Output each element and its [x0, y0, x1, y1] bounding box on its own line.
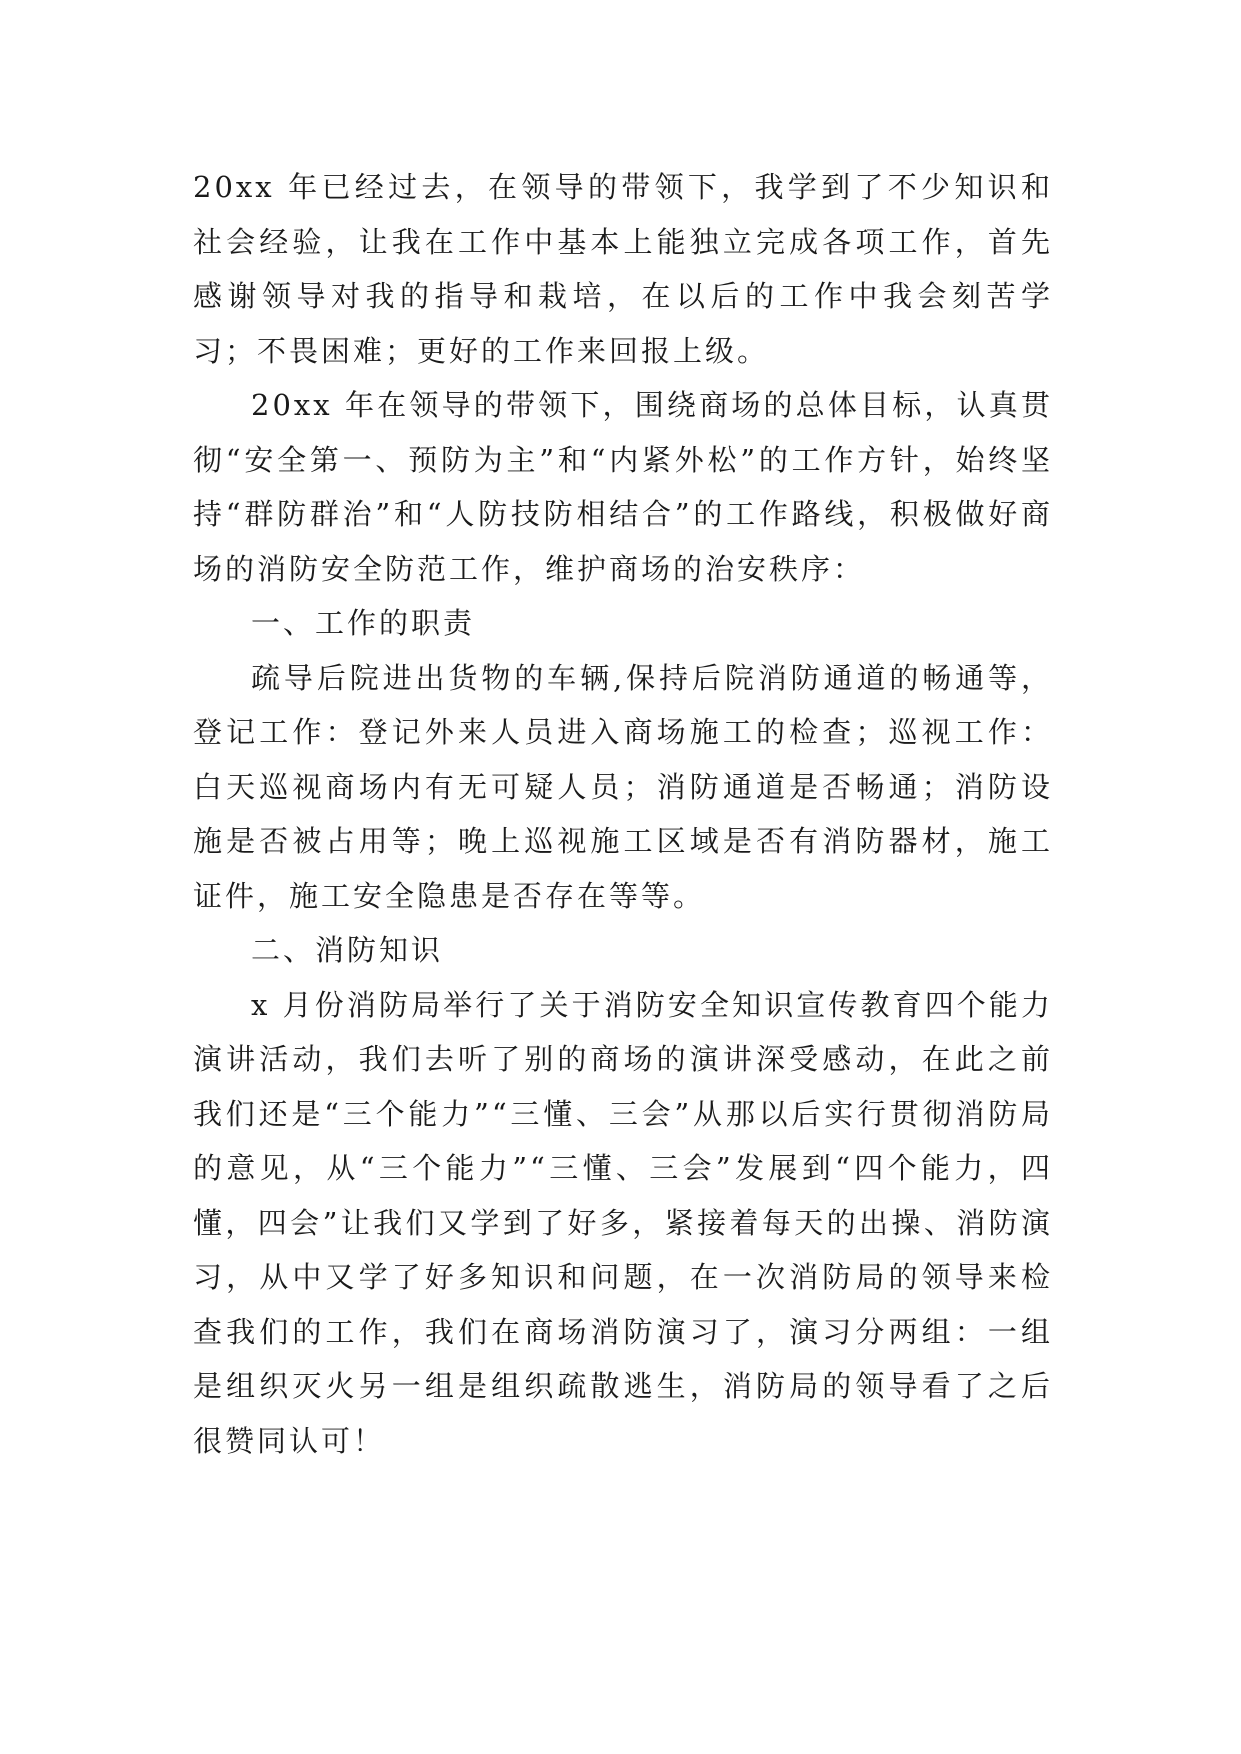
paragraph-intro: 20xx 年已经过去，在领导的带领下，我学到了不少知识和社会经验，让我在工作中基本上能独立完成各项工作，首先感谢领导对我的指导和栽培，在以后的工作中我会刻苦学习；不畏困难；更好的工作来回报上级。 — [193, 170, 1053, 368]
section-heading-duties: 一、工作的职责 — [251, 606, 476, 640]
paragraph-fire-knowledge: x 月份消防局举行了关于消防安全知识宣传教育四个能力演讲活动，我们去听了别的商场的演讲深受感动，在此之前我们还是“三个能力”“三懂、三会”从那以后实行贯彻消防局的意见，从“三个能力”“三懂、三会”发展到“四个能力，四懂，四会”让我们又学到了好多，紧接着每天的出操、消防演习，从中又学了好多知识和问题，在一次消防局的领导来检查我们的工作，我们在商场消防演习了，演习分两组：一组是组织灭火另一组是组织疏散逃生，消防局的领导看了之后很赞同认可！ — [193, 987, 1053, 1458]
document-body — [193, 160, 1053, 1468]
paragraph-goals: 20xx 年在领导的带领下，围绕商场的总体目标，认真贯彻“安全第一、预防为主”和“内紧外松”的工作方针，始终坚持“群防群治”和“人防技防相结合”的工作路线，积极做好商场的消防安全防范工作，维护商场的治安秩序： — [193, 388, 1053, 586]
section-heading-fire-knowledge: 二、消防知识 — [251, 933, 444, 967]
paragraph-duties: 疏导后院进出货物的车辆,保持后院消防通道的畅通等，登记工作：登记外来人员进入商场施工的检查；巡视工作：白天巡视商场内有无可疑人员；消防通道是否畅通；消防设施是否被占用等；晚上巡视施工区域是否有消防器材，施工证件，施工安全隐患是否存在等等。 — [193, 660, 1053, 913]
